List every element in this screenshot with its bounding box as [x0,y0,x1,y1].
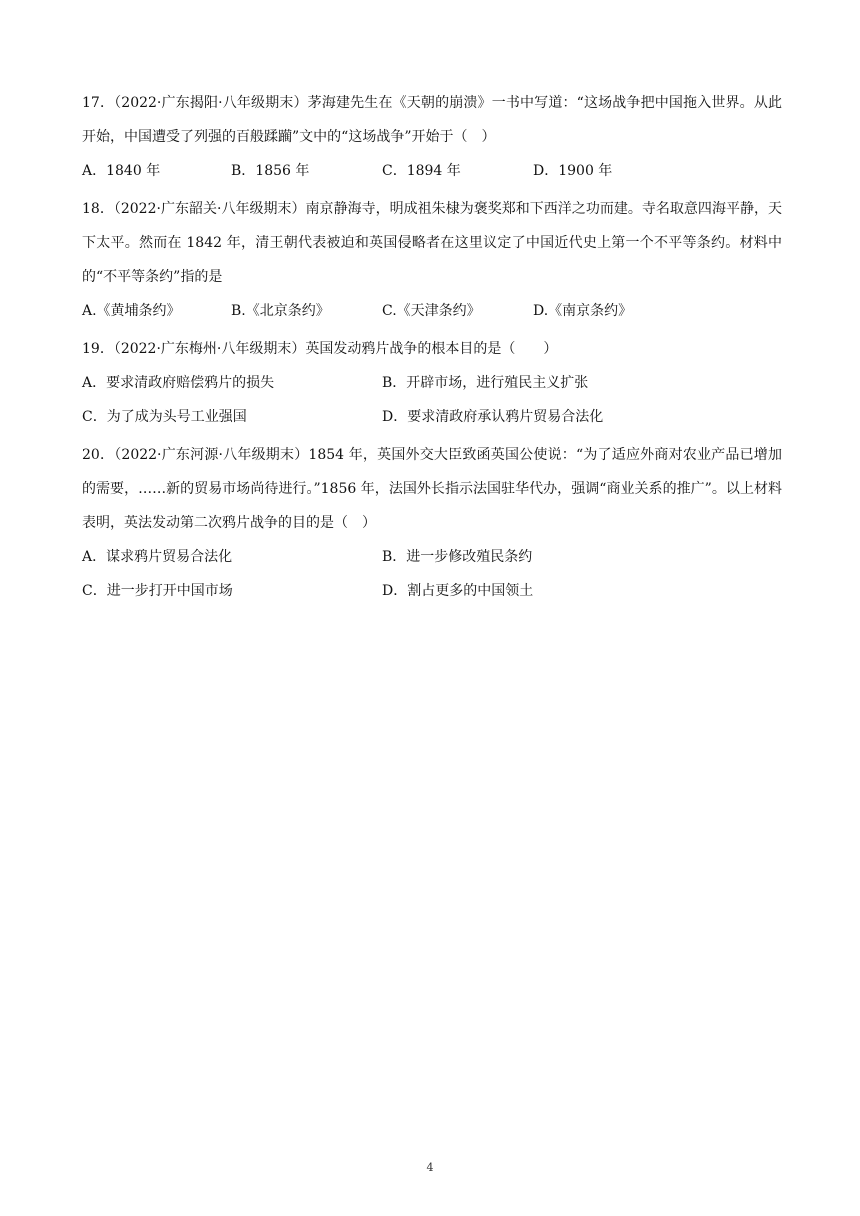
question-stem: 18．（2022·广东韶关·八年级期末）南京静海寺，明成祖朱棣为褒奖郑和下西洋之功而建。寺名取意四海平静，天下太平。然而在 1842 年，清王朝代表被迫和英国侵略者在这里议定了中国近代史上第一个不平等条约。材料中的“不平等条约”指的是 [82,201,782,285]
option-c: C．1894 年 [382,163,461,179]
option-a: A．1840 年 [82,163,161,179]
option-c: C.《天津条约》 [382,303,481,319]
page-number: 4 [426,1161,434,1174]
question-stem: 20．（2022·广东河源·八年级期末）1854 年，英国外交大臣致函英国公使说：“为了适应外商对农业产品已增加的需要，……新的贸易市场尚待进行。”1856 年，法国外长指示法国驻华代办，强调“商业关系的推广”。以上材料表明，英法发动第二次鸦片战争的目的是（ ） [82,447,782,531]
option-b: B．开辟市场，进行殖民主义扩张 [382,375,589,391]
option-c: C．进一步打开中国市场 [82,583,233,599]
question-stem: 17．（2022·广东揭阳·八年级期末）茅海建先生在《天朝的崩溃》一书中写道：“这场战争把中国拖入世界。从此开始，中国遭受了列强的百般蹂躏”文中的“这场战争”开始于（ ） [82,95,782,145]
option-d: D．要求清政府承认鸦片贸易合法化 [382,409,604,425]
question-20 [82,438,782,608]
option-a: A．谋求鸦片贸易合法化 [82,549,233,565]
question-19 [82,332,782,434]
question-18 [82,192,782,328]
option-c: C．为了成为头号工业强国 [82,409,247,425]
option-b: B．进一步修改殖民条约 [382,549,533,565]
option-d: D．割占更多的中国领土 [382,583,534,599]
option-list [82,540,782,608]
option-b: B．1856 年 [231,163,310,179]
option-list [82,294,782,328]
question-stem: 19．（2022·广东梅州·八年级期末）英国发动鸦片战争的根本目的是（ ） [82,341,558,357]
option-d: D．1900 年 [533,163,613,179]
question-17 [82,86,782,188]
option-a: A．要求清政府赔偿鸦片的损失 [82,375,275,391]
option-list [82,154,782,188]
option-list [82,366,782,434]
option-d: D.《南京条约》 [533,303,633,319]
option-b: B.《北京条约》 [231,303,330,319]
question-list [82,86,782,612]
option-a: A.《黄埔条约》 [82,303,181,319]
